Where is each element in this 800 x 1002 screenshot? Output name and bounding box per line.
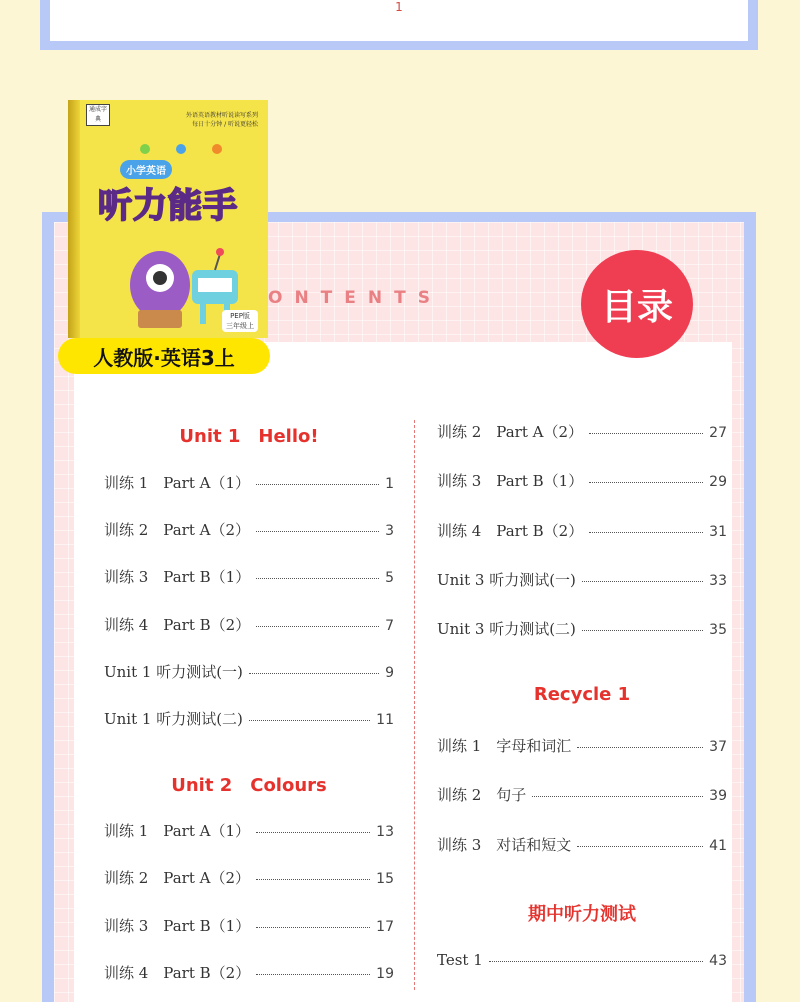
toc-entry-page: 1 <box>385 476 394 492</box>
dot-leader <box>256 531 379 532</box>
toc-entry-page: 39 <box>709 788 727 805</box>
publisher-logo: 通成字典 <box>86 104 110 126</box>
toc-entry-label: 训练 2 Part A（2） <box>104 521 251 540</box>
toc-entry-label: 训练 1 Part A（1） <box>104 474 251 492</box>
toc-entry-page: 19 <box>376 965 394 982</box>
toc-entry-page: 11 <box>376 712 394 728</box>
toc-entry-label: 训练 1 Part A（1） <box>104 822 251 840</box>
column-divider <box>414 420 415 990</box>
toc-entry-page: 9 <box>385 664 394 681</box>
section-title: Recycle 1 <box>533 684 631 705</box>
dot-leader <box>249 673 379 674</box>
toc-entry[interactable] <box>104 566 394 587</box>
toc-entry[interactable] <box>104 661 394 682</box>
toc-entry-label: 训练 4 Part B（2） <box>437 521 584 540</box>
toc-entry-label: Unit 3 听力测试(一) <box>437 570 576 589</box>
toc-entry[interactable] <box>437 520 727 541</box>
series-line <box>186 110 258 128</box>
toc-entry-page: 35 <box>709 622 727 639</box>
dot-leader <box>589 532 703 533</box>
page-number: 1 <box>395 0 403 14</box>
toc-entry[interactable] <box>104 820 394 841</box>
dot-leader <box>532 796 703 797</box>
toc-entry-label: Unit 1 听力测试(一) <box>104 662 243 681</box>
toc-entry-page: 17 <box>376 918 394 935</box>
dot-leader <box>256 484 379 485</box>
book-front <box>80 100 268 338</box>
dot-leader <box>256 578 379 579</box>
dot-leader <box>577 747 703 748</box>
toc-entry[interactable] <box>104 708 394 729</box>
dot-leader <box>489 961 703 962</box>
book-subtitle: 小学英语 <box>120 160 172 179</box>
toc-entry[interactable] <box>437 784 727 805</box>
toc-entry-page: 15 <box>376 871 394 888</box>
toc-entry[interactable] <box>437 951 727 969</box>
section-title: Unit 1 Hello! <box>179 426 319 447</box>
toc-entry-label: 训练 3 Part B（1） <box>437 472 584 491</box>
edition-tag <box>222 310 258 332</box>
toc-entry-page: 37 <box>709 739 727 755</box>
book-title: 听力能手 <box>98 186 238 226</box>
dot-leader <box>256 832 370 833</box>
book-spine <box>68 100 80 338</box>
edition-tag-2: 三年级上 <box>226 322 254 330</box>
toc-entry-page: 29 <box>709 474 727 491</box>
toc-entry[interactable] <box>437 834 727 855</box>
previous-page-inner <box>50 0 748 41</box>
toc-entry-label: Unit 1 听力测试(二) <box>104 710 243 728</box>
dot-leader <box>577 846 703 847</box>
toc-entry-label: Test 1 <box>437 951 483 969</box>
section-title: Unit 2 Colours <box>171 775 327 796</box>
toc-entry-label: 训练 3 Part B（1） <box>104 568 251 587</box>
toc-entry-label: Unit 3 听力测试(二) <box>437 620 576 639</box>
mulu-text: 目录 <box>600 286 673 328</box>
toc-entry-label: 训练 3 对话和短文 <box>437 835 572 854</box>
dot-leader <box>589 482 703 483</box>
toc-entry[interactable] <box>104 915 394 936</box>
toc-entry-page: 5 <box>385 570 394 587</box>
dot-leader <box>256 626 379 627</box>
toc-entry-label: 训练 1 字母和词汇 <box>437 737 572 755</box>
contents-heading: ONTENTS <box>268 288 442 308</box>
dot-leader <box>256 974 370 975</box>
toc-entry[interactable] <box>437 735 727 756</box>
edition-label: 人教版·英语3上 <box>58 338 270 374</box>
mulu-badge <box>581 250 693 358</box>
toc-entry-page: 7 <box>385 617 394 634</box>
dot-leader <box>589 433 703 434</box>
toc-entry-label: 训练 2 Part A（2） <box>104 869 251 888</box>
dot-leader <box>582 581 703 582</box>
toc-entry-page: 43 <box>709 953 727 969</box>
series-line-1: 外语英语教材听说读写系列 <box>185 112 258 119</box>
toc-entry[interactable] <box>104 614 394 635</box>
dot-leader <box>256 879 370 880</box>
toc-entry-page: 31 <box>709 523 727 540</box>
toc-entry-label: 训练 4 Part B（2） <box>104 615 251 634</box>
toc-entry[interactable] <box>437 470 727 491</box>
toc-entry-label: 训练 3 Part B（1） <box>104 916 251 935</box>
toc-entry-label: 训练 2 Part A（2） <box>437 423 584 441</box>
toc-entry-page: 13 <box>376 824 394 840</box>
previous-page-panel <box>40 0 758 50</box>
dot-leader <box>256 927 370 928</box>
toc-entry[interactable] <box>104 472 394 493</box>
toc-entry[interactable] <box>437 569 727 590</box>
edition-tag-1: PEP版 <box>230 312 250 320</box>
toc-entry-page: 33 <box>709 572 727 589</box>
series-line-2: 每日十分钟 / 听说更轻松 <box>192 121 258 128</box>
toc-entry-label: 训练 2 句子 <box>437 786 527 805</box>
toc-entry[interactable] <box>104 867 394 888</box>
toc-entry[interactable] <box>437 421 727 442</box>
toc-entry[interactable] <box>104 519 394 540</box>
toc-entry[interactable] <box>437 618 727 639</box>
toc-entry[interactable] <box>104 962 394 983</box>
toc-entry-page: 3 <box>385 523 394 540</box>
toc-entry-page: 41 <box>709 837 727 854</box>
toc-entry-label: 训练 4 Part B（2） <box>104 963 251 982</box>
dot-leader <box>582 630 703 631</box>
dot-leader <box>249 720 370 721</box>
book-cover <box>68 100 268 338</box>
toc-entry-page: 27 <box>709 425 727 441</box>
section-title: 期中听力测试 <box>528 904 636 925</box>
